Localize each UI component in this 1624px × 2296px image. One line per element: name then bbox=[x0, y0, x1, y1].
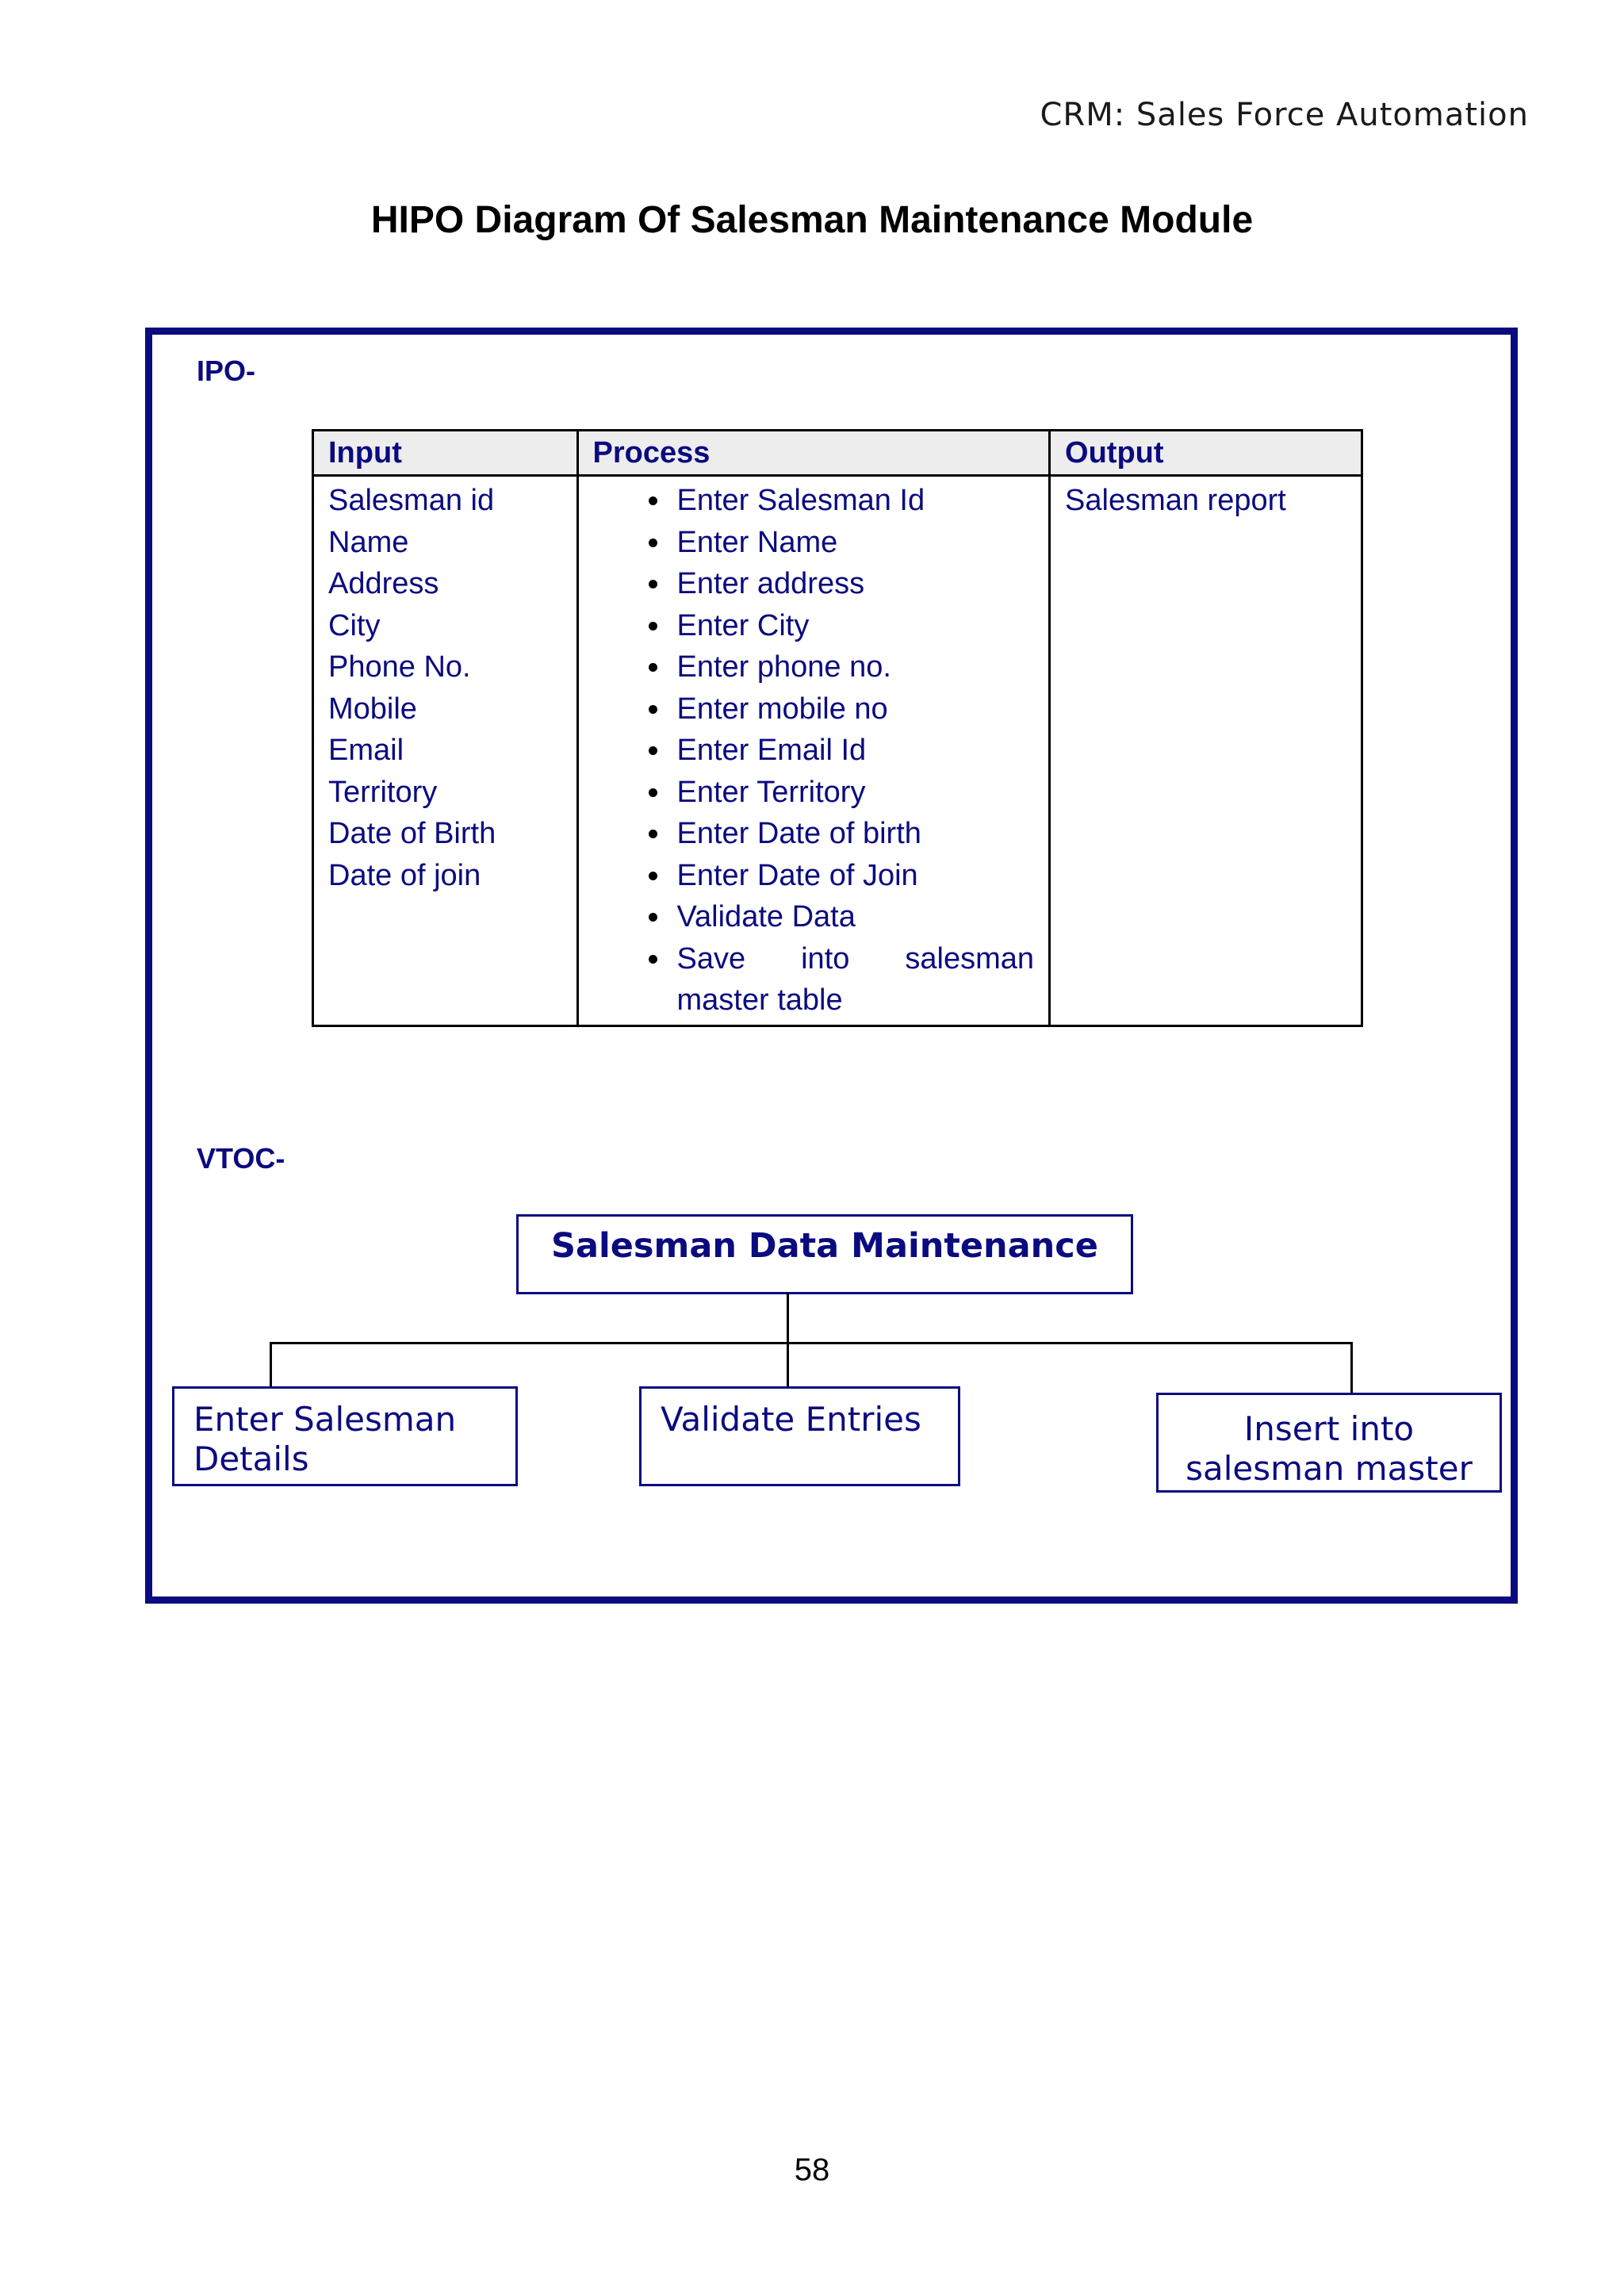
input-item bbox=[328, 563, 562, 605]
process-text: Enter Email Id bbox=[676, 734, 867, 767]
output-item bbox=[1065, 480, 1346, 522]
bullet-icon bbox=[649, 622, 657, 631]
connector-child-2 bbox=[787, 1342, 789, 1387]
input-item bbox=[328, 688, 562, 730]
process-item bbox=[593, 896, 1035, 938]
process-cell bbox=[577, 476, 1050, 1026]
bullet-icon bbox=[649, 788, 657, 797]
bullet-icon bbox=[649, 955, 657, 964]
process-item bbox=[593, 772, 1035, 814]
process-item bbox=[593, 522, 1035, 564]
input-text: Salesman id bbox=[328, 484, 495, 517]
process-item bbox=[593, 730, 1035, 772]
input-text: Name bbox=[328, 525, 409, 559]
bullet-icon bbox=[649, 830, 657, 838]
output-text: Salesman report bbox=[1065, 484, 1286, 517]
input-text: Phone No. bbox=[328, 650, 471, 684]
process-item bbox=[593, 480, 1035, 522]
vtoc-child-insert-master: Insert into salesman master bbox=[1156, 1393, 1502, 1493]
process-text: Enter Salesman Id bbox=[676, 484, 925, 517]
bullet-icon bbox=[649, 539, 657, 547]
input-item bbox=[328, 646, 562, 688]
vtoc-child-enter-details: Enter Salesman Details bbox=[172, 1386, 518, 1486]
input-item bbox=[328, 772, 562, 814]
process-text: Enter Date of Join bbox=[676, 858, 918, 892]
input-text: Address bbox=[328, 567, 439, 600]
input-text: City bbox=[328, 608, 381, 642]
root-connector bbox=[787, 1293, 789, 1343]
process-list bbox=[593, 480, 1035, 1022]
process-item bbox=[593, 855, 1035, 897]
ipo-table bbox=[312, 429, 1363, 1027]
process-header: Process bbox=[577, 431, 1050, 476]
page-title: HIPO Diagram Of Salesman Maintenance Module bbox=[370, 199, 1254, 241]
vtoc-label: VTOC- bbox=[197, 1142, 285, 1175]
connector-child-3 bbox=[1350, 1342, 1353, 1393]
process-text: Enter mobile no bbox=[676, 692, 888, 726]
running-header: CRM: Sales Force Automation bbox=[1040, 97, 1529, 133]
process-text: Enter phone no. bbox=[676, 650, 891, 684]
bullet-icon bbox=[649, 872, 657, 880]
bullet-icon bbox=[649, 580, 657, 588]
ipo-label: IPO- bbox=[197, 355, 256, 387]
output-header: Output bbox=[1050, 431, 1362, 476]
process-item bbox=[593, 646, 1035, 688]
process-item bbox=[593, 563, 1035, 605]
input-item bbox=[328, 813, 562, 855]
connector-child-1 bbox=[270, 1342, 272, 1387]
input-text: Mobile bbox=[328, 692, 417, 726]
bullet-icon bbox=[649, 746, 657, 755]
input-item bbox=[328, 855, 562, 897]
output-list bbox=[1065, 480, 1346, 522]
input-list bbox=[328, 480, 562, 896]
process-item bbox=[593, 813, 1035, 855]
input-item bbox=[328, 480, 562, 522]
bullet-icon bbox=[649, 913, 657, 922]
output-cell bbox=[1050, 476, 1362, 1026]
vtoc-child-validate-entries: Validate Entries bbox=[639, 1386, 960, 1486]
input-text: Email bbox=[328, 734, 404, 767]
process-text: Save into salesman master table bbox=[676, 941, 1035, 1017]
input-item bbox=[328, 522, 562, 564]
process-item bbox=[593, 938, 1035, 1022]
process-text: Enter address bbox=[676, 567, 865, 600]
input-text: Date of Birth bbox=[328, 817, 496, 850]
bullet-icon bbox=[649, 496, 657, 505]
ipo-body-row bbox=[313, 476, 1362, 1026]
process-text: Enter Date of birth bbox=[676, 817, 921, 850]
process-text: Enter Territory bbox=[676, 775, 866, 809]
input-cell bbox=[313, 476, 578, 1026]
input-header: Input bbox=[313, 431, 578, 476]
input-item bbox=[328, 605, 562, 647]
bullet-icon bbox=[649, 663, 657, 672]
ipo-header-row bbox=[313, 431, 1362, 476]
input-text: Date of join bbox=[328, 858, 481, 892]
process-text: Validate Data bbox=[676, 900, 856, 933]
page-number: 58 bbox=[794, 2152, 830, 2187]
process-item bbox=[593, 605, 1035, 647]
input-item bbox=[328, 730, 562, 772]
input-text: Territory bbox=[328, 775, 438, 809]
process-text: Enter City bbox=[676, 608, 810, 642]
process-item bbox=[593, 688, 1035, 730]
horizontal-connector bbox=[270, 1342, 1353, 1344]
process-text: Enter Name bbox=[676, 525, 838, 559]
bullet-icon bbox=[649, 705, 657, 714]
vtoc-root-box: Salesman Data Maintenance bbox=[516, 1214, 1133, 1294]
